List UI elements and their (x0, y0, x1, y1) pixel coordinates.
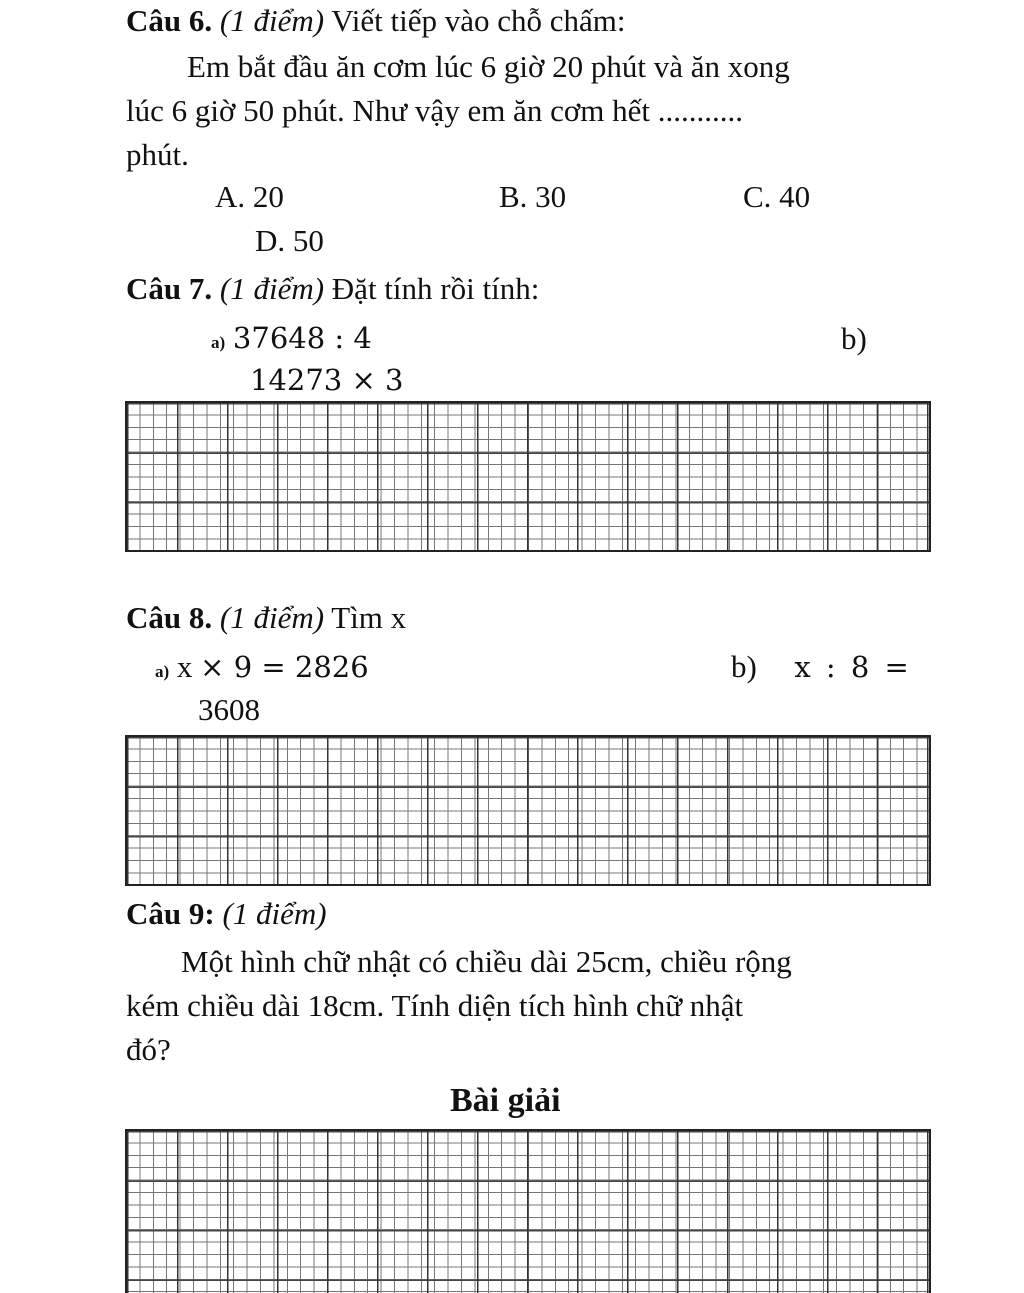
q9-header (126, 898, 327, 929)
q9-title: Câu 9: (126, 896, 215, 931)
q9-text-line3: đó? (126, 1032, 171, 1067)
q7-b-label: b) (841, 321, 867, 356)
q8-a-x: x (176, 649, 193, 684)
q6-text-line1: Em bắt đầu ăn cơm lúc 6 giờ 20 phút và ăn xong (187, 49, 790, 84)
q7-part-a (211, 322, 372, 353)
q6-option-b: B. 30 (499, 179, 567, 214)
q6-option-d: D. 50 (255, 223, 324, 258)
q7-title: Câu 7. (126, 271, 213, 306)
q7-a-expression: 37648 : 4 (232, 321, 372, 355)
q8-part-a (155, 651, 369, 682)
q6-instruction: Viết tiếp vào chỗ chấm: (331, 3, 626, 38)
q7-answer-grid[interactable] (125, 401, 931, 552)
q9-solution-heading: Bài giải (450, 1082, 561, 1119)
q8-points: (1 điểm) (219, 600, 325, 635)
q6-points: (1 điểm) (219, 3, 325, 38)
q7-instruction: Đặt tính rồi tính: (331, 271, 540, 306)
q7-a-label: a) (211, 333, 226, 352)
q9-text-line1: Một hình chữ nhật có chiều dài 25cm, chiều rộng (181, 944, 792, 979)
q6-title: Câu 6. (126, 3, 213, 38)
q8-b-label: b) (731, 649, 757, 684)
q9-answer-grid[interactable] (125, 1129, 931, 1293)
q7-header (126, 273, 539, 304)
q6-option-a: A. 20 (215, 179, 284, 214)
q6-text-line3: phút. (126, 137, 189, 172)
q6-header (126, 5, 626, 36)
q8-a-label: a) (155, 662, 170, 681)
q6-option-c: C. 40 (743, 179, 811, 214)
q8-instruction: Tìm x (331, 600, 407, 635)
q8-answer-grid[interactable] (125, 735, 931, 886)
q8-title: Câu 8. (126, 600, 213, 635)
q7-b-expression: 14273 × 3 (250, 363, 404, 397)
q8-b-expression: x : 8 = (794, 650, 909, 684)
q8-part-b (731, 651, 909, 682)
q9-text-line2: kém chiều dài 18cm. Tính diện tích hình chữ nhật (126, 988, 744, 1023)
q8-header (126, 602, 406, 633)
q6-text-line2: lúc 6 giờ 50 phút. Như vậy em ăn cơm hết ........... (126, 93, 743, 128)
q7-points: (1 điểm) (219, 271, 325, 306)
q8-b-continuation: 3608 (198, 692, 260, 727)
q9-points: (1 điểm) (222, 896, 327, 931)
q8-a-expression: × 9 = 2826 (200, 650, 369, 684)
